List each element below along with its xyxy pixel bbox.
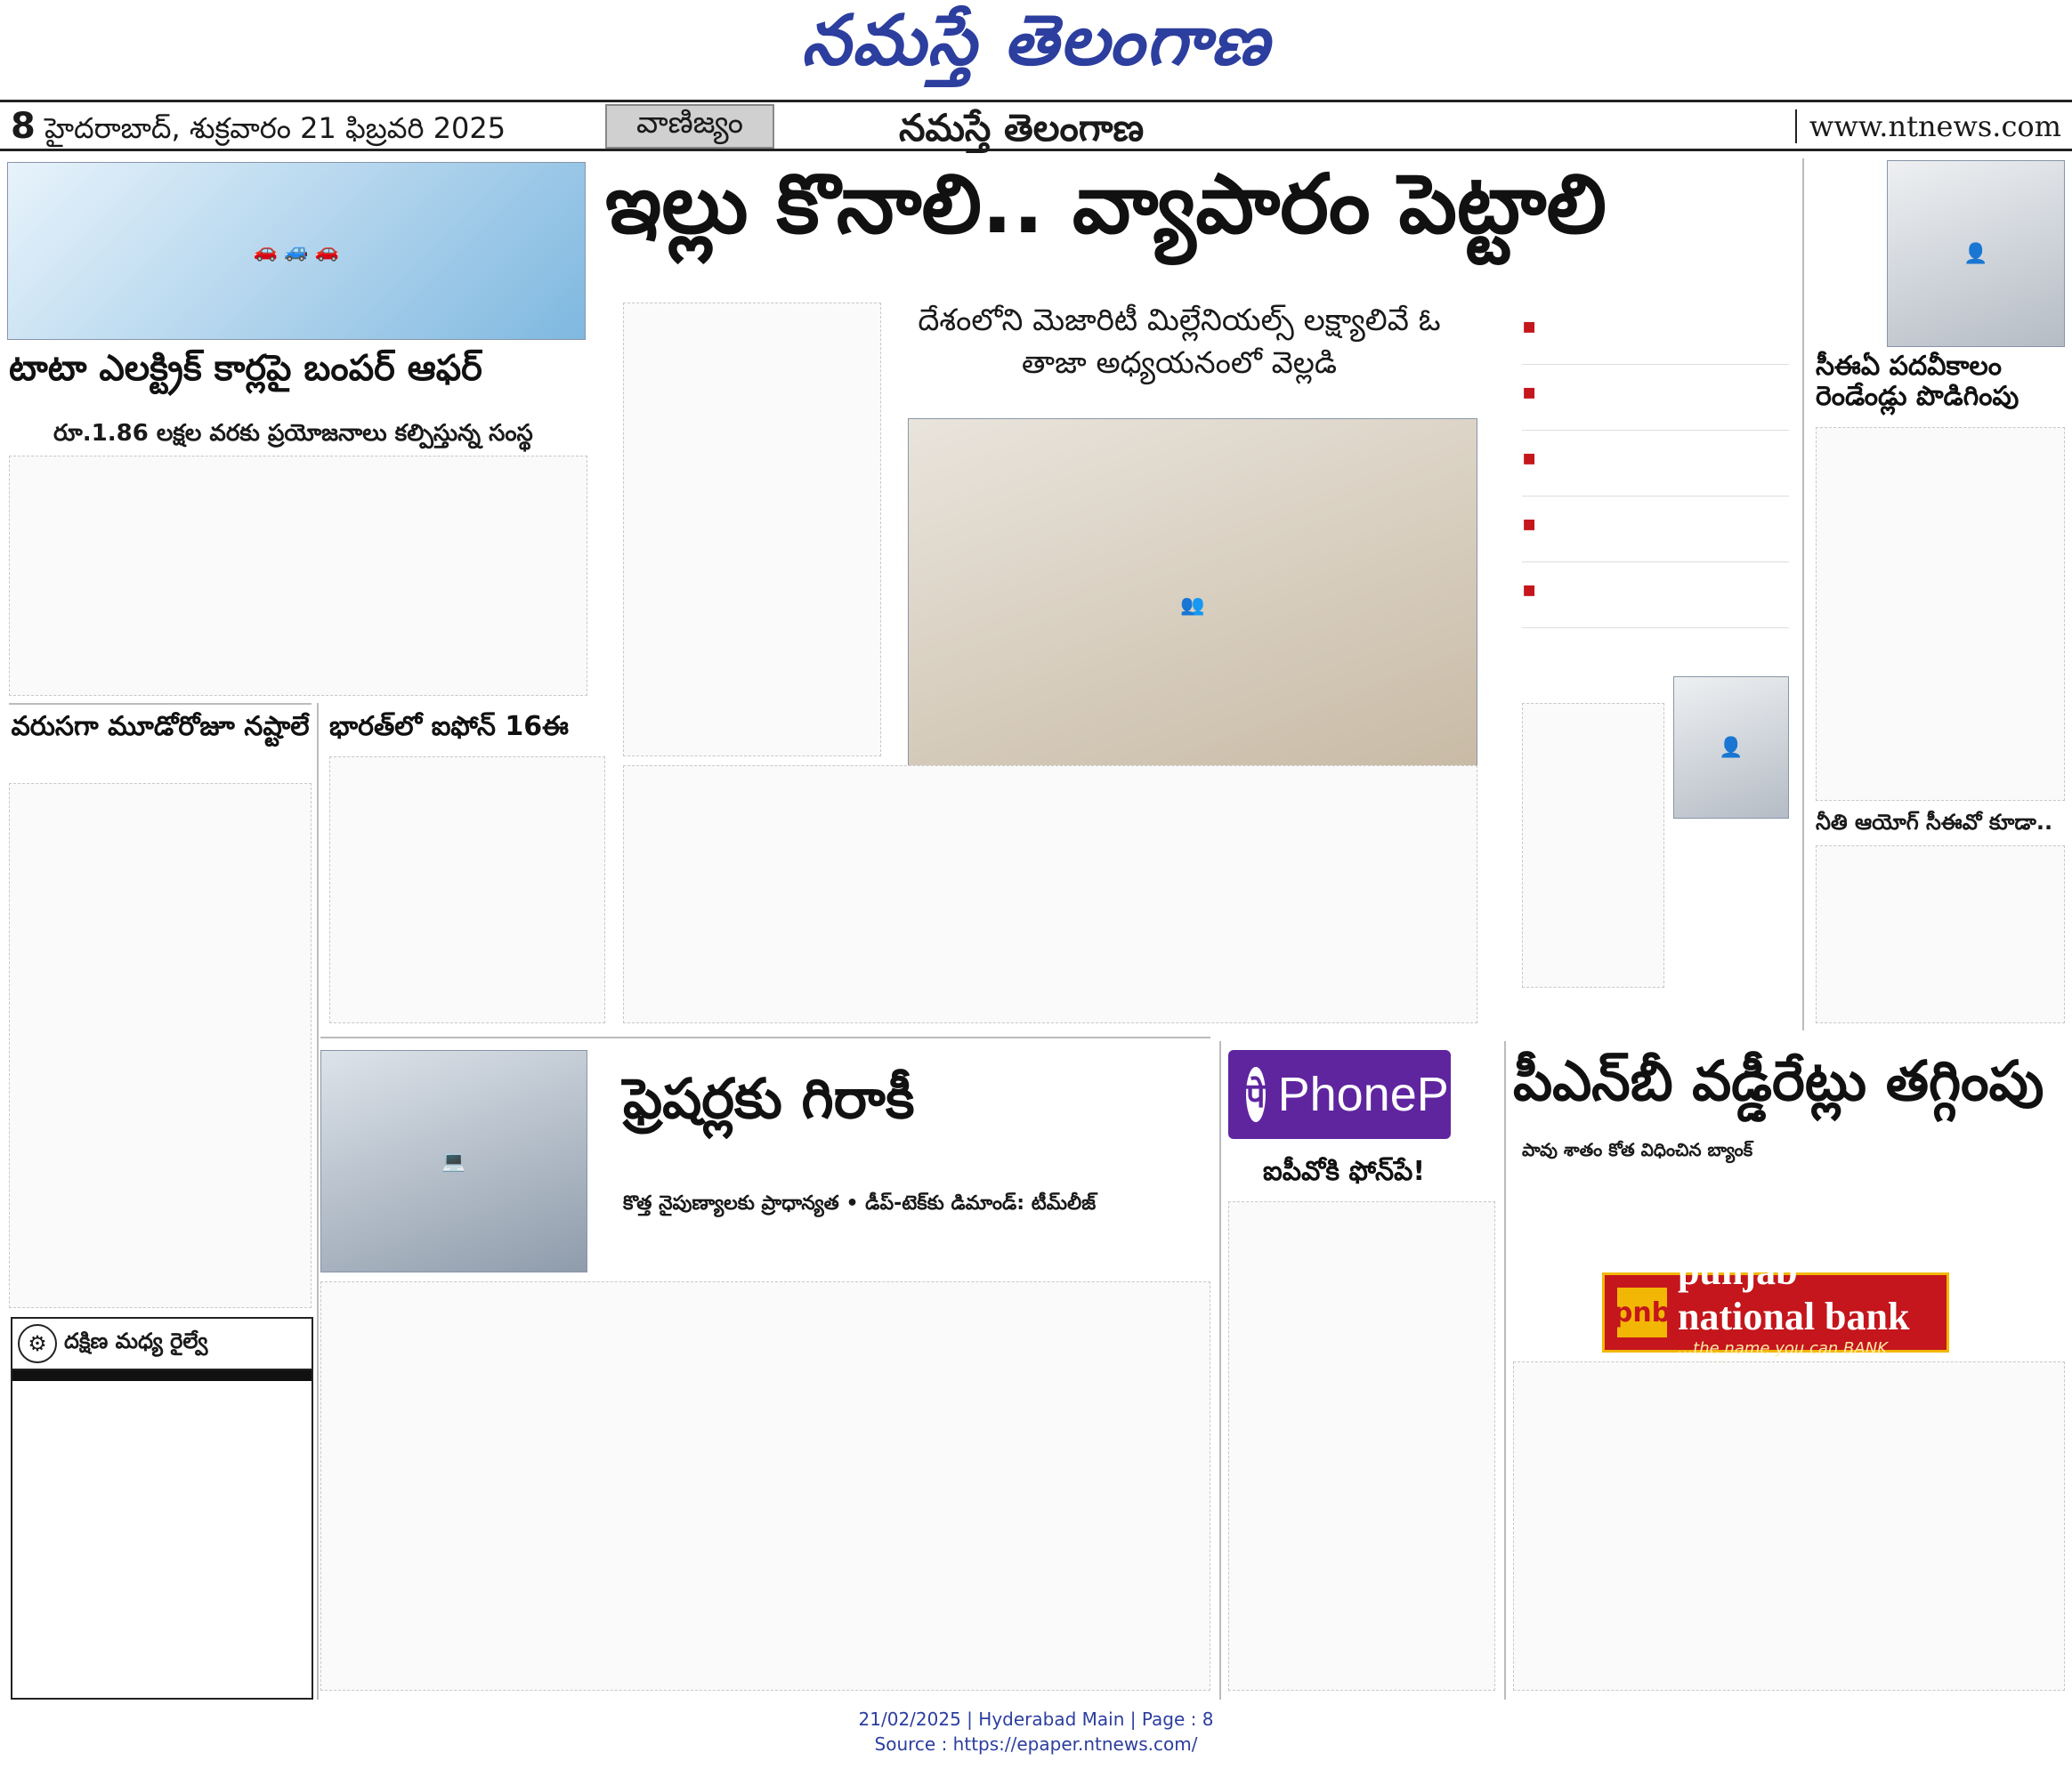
pnb-logo-name: punjab national bank — [1678, 1249, 1910, 1338]
tata-deck: రూ.1.86 లక్షల వరకు ప్రయోజనాలు కల్పిస్తున్న సంస్థ — [53, 420, 533, 447]
freshers-deck: కొత్త నైపుణ్యాలకు ప్రాధాన్యత • డీప్-టెక్‌కు డిమాండ్: టీమ్‌లీజ్ — [623, 1192, 1097, 1215]
edition-date: హైదరాబాద్, శుక్రవారం 21 ఫిబ్రవరి 2025 — [45, 111, 506, 145]
page-footer — [0, 1707, 2072, 1757]
column-divider — [317, 703, 319, 1700]
tata-headline: టాటా ఎలక్ట్రిక్ కార్లపై బంపర్ ఆఫర్ — [9, 348, 482, 389]
railway-ad-body — [12, 1381, 312, 1392]
pnb-deck: పావు శాతం కోత విధించిన బ్యాంక్ — [1522, 1139, 1753, 1160]
millennials-group-photo — [908, 418, 1477, 792]
pnb-logo-tagline: ...the name you can BANK — [1678, 1339, 1888, 1358]
paper-name: నమస్తే తెలంగాణ — [899, 106, 1145, 149]
stat-bullet — [1522, 311, 1789, 365]
cea-portrait-photo — [1887, 160, 2065, 347]
phonepe-headline: ఐపీవోకి ఫోన్‌పే! — [1262, 1156, 1426, 1187]
page-number: 8 — [11, 106, 36, 147]
markets-body — [9, 783, 312, 1308]
railway-emblem-icon: ⚙ — [18, 1324, 57, 1363]
railway-ad-title: దక్షిణ మధ్య రైల్వే — [64, 1329, 208, 1353]
phonepe-body — [1228, 1201, 1495, 1691]
tata-cars-photo — [7, 162, 586, 340]
millennials-deck: దేశంలోని మెజారిటీ మిల్లేనియల్స్ లక్ష్యాలివే ఓ తాజా అధ్యయనంలో వెల్లడి — [918, 303, 1441, 381]
footer-edition: 21/02/2025 | Hyderabad Main | Page : 8 — [858, 1708, 1214, 1730]
spokesperson-photo — [1673, 676, 1789, 819]
column-divider — [1802, 158, 1804, 1030]
stat-bullet — [1522, 443, 1789, 497]
pnb-body — [1513, 1361, 2065, 1691]
cea-body — [1816, 427, 2065, 801]
stat-bullet — [1522, 377, 1789, 431]
markets-headline: వరుసగా మూడోరోజూ నష్టాలే — [11, 711, 310, 742]
millennials-headline: ఇల్లు కొనాలి.. వ్యాపారం పెట్టాలి — [605, 157, 1607, 252]
millennials-body-continued — [623, 765, 1477, 1023]
tata-body — [9, 456, 587, 696]
railway-ad-strip — [12, 1370, 312, 1381]
computer-icon: 💻 — [441, 1150, 466, 1173]
freshers-headline: ఫ్రెషర్లకు గిరాకీ — [623, 1066, 915, 1131]
people-icon: 👥 — [1180, 594, 1205, 617]
section-tag: వాణిజ్యం — [605, 104, 774, 149]
divider — [320, 1037, 1210, 1038]
car-icon: 🚗 🚙 🚗 — [253, 239, 340, 263]
masthead-title: నమస్తే తెలంగాణ — [801, 0, 1271, 81]
iphone-body — [329, 756, 605, 1023]
railway-ad-header — [12, 1319, 312, 1370]
pnb-headline: పీఎన్‌బీ వడ్డీరేట్లు తగ్గింపు — [1513, 1048, 2044, 1113]
column-divider — [1219, 1041, 1221, 1700]
column-divider — [1504, 1041, 1506, 1700]
freshers-body — [320, 1281, 1210, 1691]
divider — [9, 703, 312, 705]
freshers-office-photo — [320, 1050, 587, 1272]
pnb-logo-icon: pnb — [1617, 1288, 1667, 1337]
millennials-stats-list — [1522, 311, 1789, 641]
pnb-logo — [1602, 1249, 1949, 1358]
person-icon: 👤 — [1963, 242, 1988, 265]
footer-source[interactable]: Source : https://epaper.ntnews.com/ — [874, 1733, 1198, 1755]
phonepe-logo — [1228, 1050, 1476, 1139]
phonepe-logo-text: PhonePe — [1277, 1068, 1476, 1121]
railway-notice-ad — [11, 1317, 313, 1700]
phonepe-logo-icon: पे — [1246, 1067, 1266, 1122]
dateline-bar — [0, 100, 2072, 151]
cea-sub-body — [1816, 845, 2065, 1023]
iphone-headline: భారత్‌లో ఐఫోన్ 16ఈ — [329, 711, 569, 742]
masthead — [0, 0, 2072, 98]
cea-subhead: నీతి ఆయోగ్ సీఈవో కూడా.. — [1816, 810, 2053, 835]
person-icon: 👤 — [1719, 736, 1744, 759]
stat-bullet — [1522, 509, 1789, 562]
website-link[interactable]: www.ntnews.com — [1795, 109, 2061, 143]
millennials-body — [623, 303, 881, 756]
millennials-quote — [1522, 703, 1664, 988]
cea-headline: సీఈఏ పదవీకాలం రెండేండ్లు పొడిగింపు — [1816, 351, 2019, 412]
stat-bullet — [1522, 575, 1789, 628]
